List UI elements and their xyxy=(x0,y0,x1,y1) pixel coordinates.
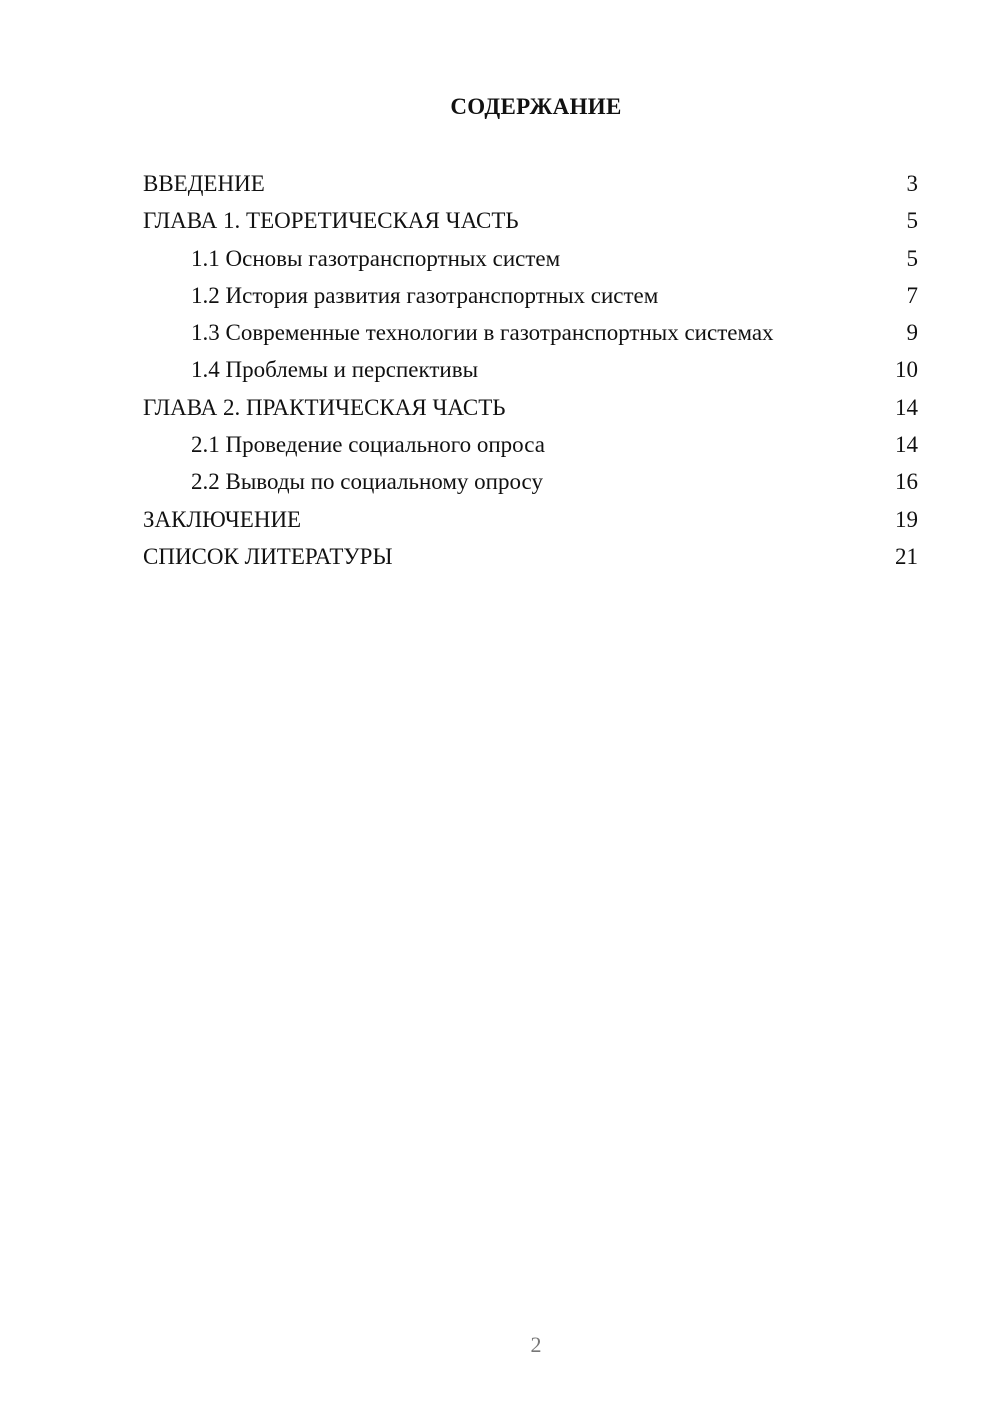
toc-entry-label: ЗАКЛЮЧЕНИЕ xyxy=(143,506,302,532)
toc-entry-references[interactable] xyxy=(143,538,918,575)
toc-entry-page: 3 xyxy=(906,171,918,196)
toc-entry-page: 9 xyxy=(906,320,918,346)
toc-entry-conclusion[interactable] xyxy=(143,501,918,538)
toc-entry-section-1-1[interactable] xyxy=(143,240,918,277)
toc-entry-label: 2.2 Выводы по социальному опросу xyxy=(191,469,543,495)
page-number: 2 xyxy=(530,1332,542,1357)
toc-entry-introduction[interactable] xyxy=(143,165,918,202)
toc-entry-section-1-2[interactable] xyxy=(143,277,918,314)
toc-entry-page: 16 xyxy=(895,469,918,495)
toc-entry-page: 7 xyxy=(906,282,918,308)
toc-entry-label: ВВЕДЕНИЕ xyxy=(143,171,265,196)
toc-entry-page: 19 xyxy=(895,506,918,532)
toc-entry-label: 2.1 Проведение социального опроса xyxy=(191,432,545,458)
toc-entry-page: 21 xyxy=(895,543,918,569)
toc-entry-label: 1.1 Основы газотранспортных систем xyxy=(191,245,561,271)
toc-entry-page: 10 xyxy=(895,357,918,383)
toc-entry-section-1-4[interactable] xyxy=(143,351,918,388)
toc-entry-section-2-1[interactable] xyxy=(143,426,918,463)
toc-entry-page: 5 xyxy=(906,208,918,234)
toc-entry-label: 1.2 История развития газотранспортных систем xyxy=(191,282,659,308)
toc-title: СОДЕРЖАНИЕ xyxy=(450,94,622,119)
toc-entry-page: 14 xyxy=(895,432,918,458)
toc-entry-chapter-2[interactable] xyxy=(143,389,918,426)
toc-entry-label: 1.3 Современные технологии в газотранспортных системах xyxy=(191,320,774,346)
table-of-contents xyxy=(143,165,918,575)
toc-entry-label: ГЛАВА 2. ПРАКТИЧЕСКАЯ ЧАСТЬ xyxy=(143,394,506,420)
toc-entry-chapter-1[interactable] xyxy=(143,202,918,239)
toc-entry-page: 5 xyxy=(906,245,918,271)
toc-entry-section-1-3[interactable] xyxy=(143,314,918,351)
toc-entry-label: СПИСОК ЛИТЕРАТУРЫ xyxy=(143,543,393,569)
toc-entry-section-2-2[interactable] xyxy=(143,463,918,500)
toc-entry-label: ГЛАВА 1. ТЕОРЕТИЧЕСКАЯ ЧАСТЬ xyxy=(143,208,519,234)
toc-entry-label: 1.4 Проблемы и перспективы xyxy=(191,357,479,383)
toc-entry-page: 14 xyxy=(895,394,918,420)
